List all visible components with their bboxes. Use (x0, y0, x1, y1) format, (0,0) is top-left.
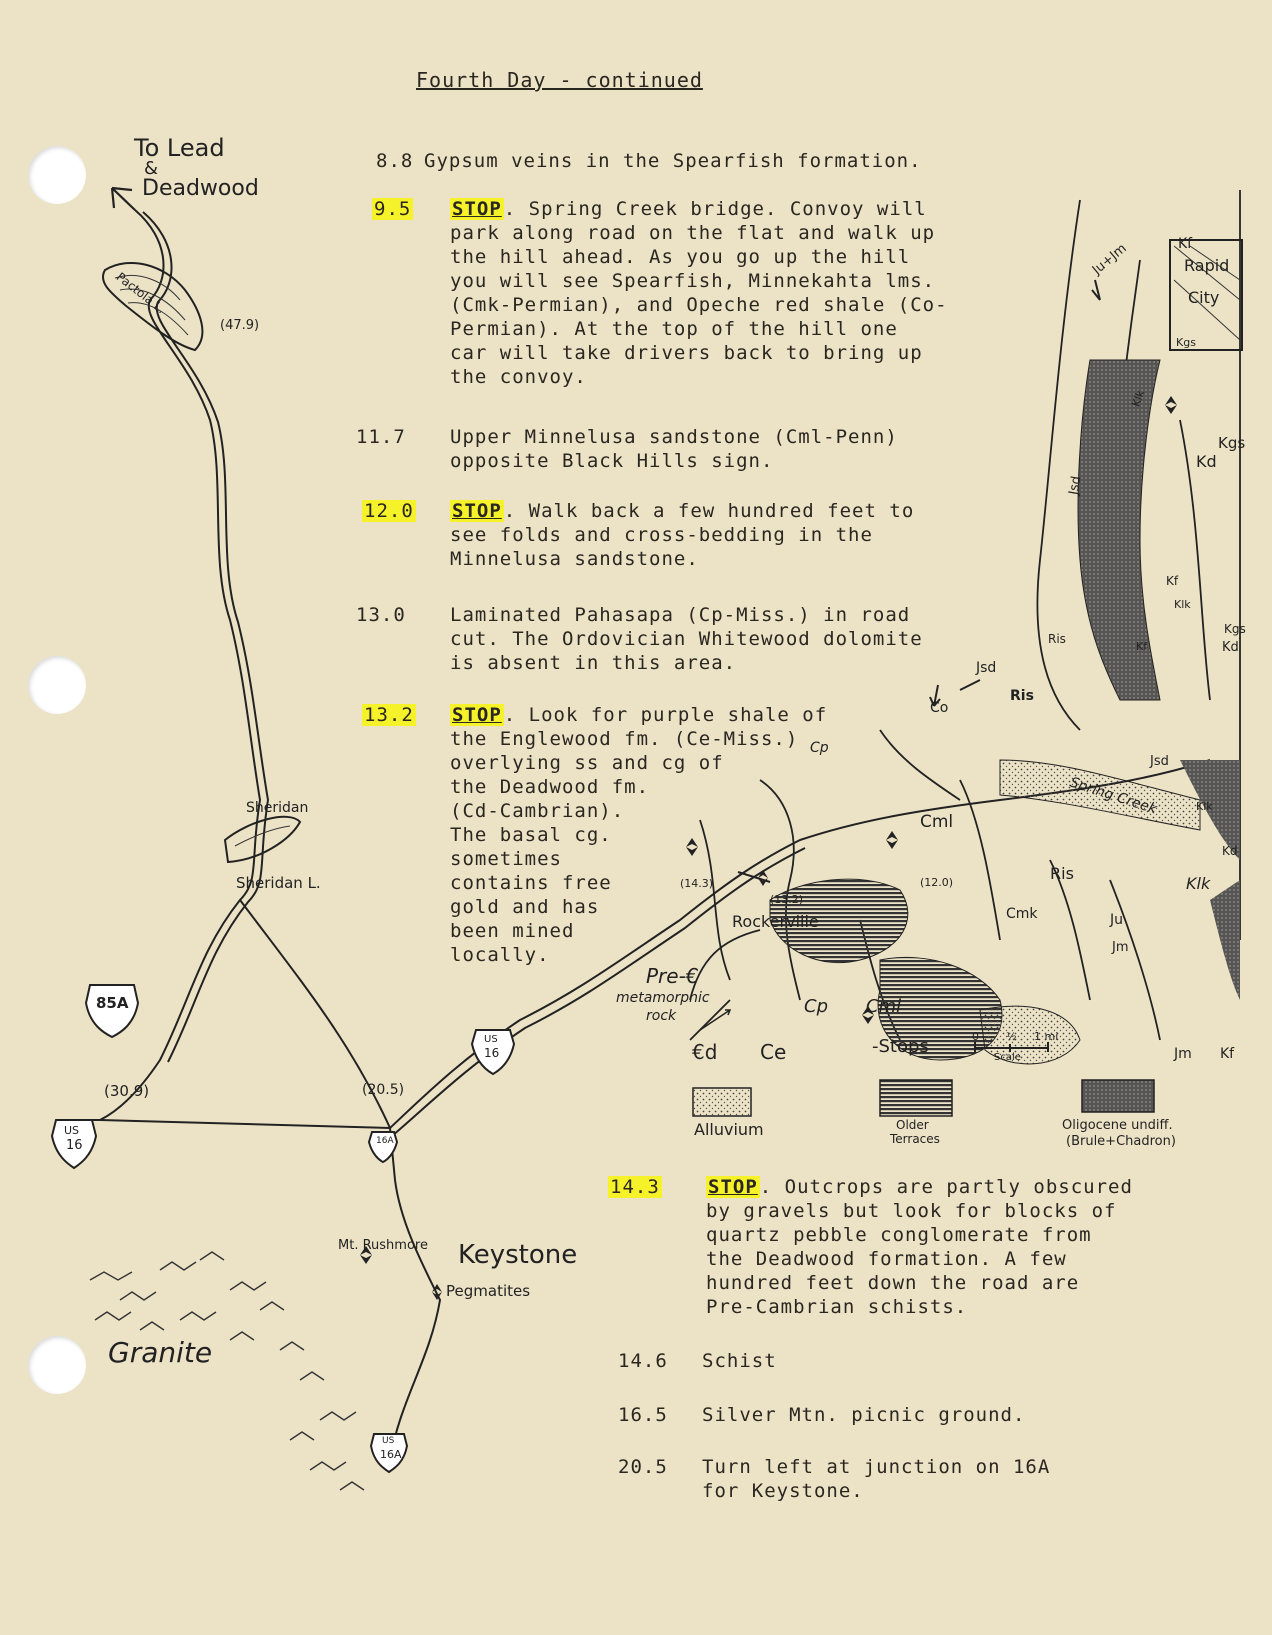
unit-klk-3: Klk (1196, 800, 1213, 813)
shield-us16-left-top: US (64, 1124, 80, 1137)
shield-85a-label: 85A (96, 994, 129, 1012)
unit-kd: Kd (1196, 452, 1217, 471)
unit-ju-jm: Ju+Jm (1089, 241, 1130, 278)
legend-alluvium-swatch (693, 1088, 751, 1116)
unit-kf: Kf (1220, 1046, 1235, 1062)
entry-line: park along road on the flat and walk up (450, 222, 936, 244)
unit-cd: €d (692, 1040, 718, 1064)
mile-marker: 13.0 (356, 604, 406, 626)
mile-marker: 11.7 (356, 426, 406, 448)
road-main (80, 210, 260, 1120)
unit-klk: Klk (1186, 874, 1211, 893)
legend-terraces-label: Terraces (890, 1132, 940, 1146)
stop-label: STOP (708, 1176, 758, 1198)
entry-line: for Keystone. (702, 1480, 864, 1502)
entry-line: see folds and cross-bedding in the (450, 524, 873, 546)
legend-stops: -Stops (872, 1036, 929, 1057)
entry-line: Schist (702, 1350, 777, 1372)
entry-line: gold and has (450, 896, 600, 918)
mile-marker: 20.5 (618, 1456, 668, 1478)
label-precambrian-3: rock (646, 1008, 677, 1024)
label-city: City (1188, 288, 1220, 307)
legend-oligocene-swatch (1082, 1080, 1154, 1112)
unit-klk-4: Klk (1129, 388, 1148, 409)
entry-line: Permian). At the top of the hill one (450, 318, 898, 340)
legend-older-label: Older (896, 1118, 929, 1132)
label-rapid: Rapid (1184, 256, 1230, 275)
scale-half: ½ (1006, 1030, 1017, 1043)
unit-cmk: Cmk (1006, 906, 1038, 922)
label-mile-20-5: (20.5) (362, 1082, 405, 1098)
mile-marker: 14.6 (618, 1350, 668, 1372)
label-rockerville: Rockerville (732, 912, 819, 931)
scale-zero: 0 (972, 1030, 979, 1043)
legend-brule-chadron-label: (Brule+Chadron) (1066, 1134, 1176, 1149)
label-pactola-lake: Pactola L. (113, 269, 168, 317)
legend-alluvium-label: Alluvium (694, 1120, 764, 1139)
shield-us16-mid-bottom: 16 (484, 1046, 500, 1060)
granite-area (90, 1252, 364, 1490)
entry-line: Laminated Pahasapa (Cp-Miss.) in road (450, 604, 911, 626)
entry-line: locally. (450, 944, 550, 966)
entry-line: cut. The Ordovician Whitewood dolomite (450, 628, 923, 650)
stop-label: STOP (452, 704, 502, 726)
label-deadwood: Deadwood (142, 176, 259, 201)
unit-kf-2: Kf (1178, 236, 1193, 252)
unit-co: Co (930, 700, 949, 716)
unit-ju: Ju (1110, 912, 1124, 928)
entry-line: the Deadwood formation. A few (706, 1248, 1067, 1270)
mile-marker: 8.8 (376, 150, 414, 172)
label-precambrian-1: Pre-€ (646, 964, 699, 988)
mile-marker: 12.0 (364, 500, 414, 522)
scale-label: Scale (994, 1052, 1021, 1063)
label-sheridan: Sheridan (246, 800, 309, 816)
entry-line: Turn left at junction on 16A (702, 1456, 1051, 1478)
entry-line: hundred feet down the road are (706, 1272, 1080, 1294)
entry-line: Upper Minnelusa sandstone (Cml-Penn) (450, 426, 898, 448)
unit-jsd: Jsd (976, 660, 997, 676)
unit-kf-4: Kf (1136, 640, 1148, 653)
entry-line: is absent in this area. (450, 652, 737, 674)
stop-marker-120 (886, 831, 898, 849)
unit-jm-2: Jm (1174, 1046, 1192, 1062)
stop-label: STOP (452, 500, 502, 522)
shield-16a-bottom-top: US (382, 1436, 395, 1446)
unit-jsd-2: Jsd (1150, 754, 1169, 769)
label-mile-47-9: (47.9) (220, 318, 260, 333)
entry-line: overlying ss and cg of (450, 752, 724, 774)
unit-jm: Jm (1112, 940, 1129, 955)
entry-line: by gravels but look for blocks of (706, 1200, 1117, 1222)
unit-cml: Cml (866, 996, 902, 1017)
entry-line: sometimes (450, 848, 562, 870)
entry-line: Pre-Cambrian schists. (706, 1296, 968, 1318)
shaded-band-east (1078, 360, 1160, 700)
unit-cp: Cp (804, 996, 828, 1017)
entry-line: car will take drivers back to bring up (450, 342, 923, 364)
label-mile-30-9: (30.9) (104, 1082, 150, 1100)
label-pegmatites: Pegmatites (446, 1282, 531, 1300)
unit-kgs: Kgs (1218, 434, 1246, 452)
unit-rs-3: Ris (1048, 632, 1066, 646)
unit-cp-2: Cp (810, 740, 829, 756)
label-mile-13-2: (13.2) (770, 893, 804, 906)
entry-line: the Deadwood fm. (450, 776, 650, 798)
unit-kd-3: Kd (1222, 844, 1238, 858)
entry-line: been mined (450, 920, 575, 942)
unit-kgs-3: Kgs (1176, 336, 1196, 349)
label-sheridan-lake: Sheridan L. (236, 874, 321, 892)
entry-line: . Spring Creek bridge. Convoy will (503, 198, 927, 220)
mile-marker: 14.3 (610, 1176, 660, 1198)
mile-marker: 9.5 (374, 198, 412, 220)
label-granite: Granite (108, 1336, 213, 1369)
label-spring-creek: Spring Creek (1067, 774, 1159, 818)
unit-klk-2: Klk (1174, 598, 1191, 611)
entry-line: Gypsum veins in the Spearfish formation. (424, 150, 922, 172)
mile-marker: 13.2 (364, 704, 414, 726)
unit-kf-3: Kf (1166, 574, 1179, 588)
scale-one-mile: 1 mi (1034, 1030, 1059, 1043)
entry-line: (Cmk-Permian), and Opeche red shale (Co- (450, 294, 948, 316)
unit-rs: Ris (1050, 864, 1074, 883)
shield-16a-bottom-bottom: 16A (380, 1448, 402, 1461)
entry-line: (Cd-Cambrian). (450, 800, 625, 822)
shield-us16-left-bottom: 16 (66, 1138, 83, 1153)
entry-line: . Walk back a few hundred feet to (503, 500, 915, 522)
legend-oligocene-label: Oligocene undiff. (1062, 1118, 1173, 1133)
entry-line: the hill ahead. As you go up the hill (450, 246, 911, 268)
entry-line: . Look for purple shale of (503, 704, 828, 726)
page-header: Fourth Day - continued (416, 68, 703, 92)
stop-label: STOP (452, 198, 502, 220)
entry-line: contains free (450, 872, 612, 894)
label-to-lead: To Lead (134, 134, 225, 162)
legend-terraces-swatch (880, 1080, 952, 1116)
entry-line: opposite Black Hills sign. (450, 450, 774, 472)
label-ampersand: & (144, 158, 159, 179)
arrow-to-deadwood (112, 188, 135, 210)
mile-marker: 16.5 (618, 1404, 668, 1426)
unit-cml-2: Cml (920, 812, 954, 832)
entry-line: The basal cg. (450, 824, 612, 846)
entry-line: the Englewood fm. (Ce-Miss.) (450, 728, 799, 750)
label-mt-rushmore: Mt. Rushmore (338, 1238, 428, 1253)
label-precambrian-2: metamorphic (616, 990, 710, 1006)
unit-ce: Ce (760, 1040, 787, 1064)
entry-line: Silver Mtn. picnic ground. (702, 1404, 1026, 1426)
entry-line: the convoy. (450, 366, 587, 388)
label-keystone: Keystone (458, 1240, 578, 1270)
shield-us16-mid-top: US (484, 1034, 498, 1045)
shield-16a-top-label: 16A (376, 1136, 394, 1146)
label-mile-12-0: (12.0) (920, 876, 954, 889)
entry-line: quartz pebble conglomerate from (706, 1224, 1092, 1246)
label-mile-14-3: (14.3) (680, 877, 714, 890)
entry-line: . Outcrops are partly obscured (759, 1176, 1133, 1198)
stop-marker-143 (686, 838, 698, 856)
entry-line: you will see Spearfish, Minnekahta lms. (450, 270, 936, 292)
entry-line: Minnelusa sandstone. (450, 548, 699, 570)
unit-rs-2: Ris (1010, 688, 1034, 704)
unit-kd-2: Kd (1222, 640, 1239, 655)
unit-jsd-3: Jsd (1066, 474, 1085, 497)
unit-kgs-2: Kgs (1224, 622, 1246, 636)
